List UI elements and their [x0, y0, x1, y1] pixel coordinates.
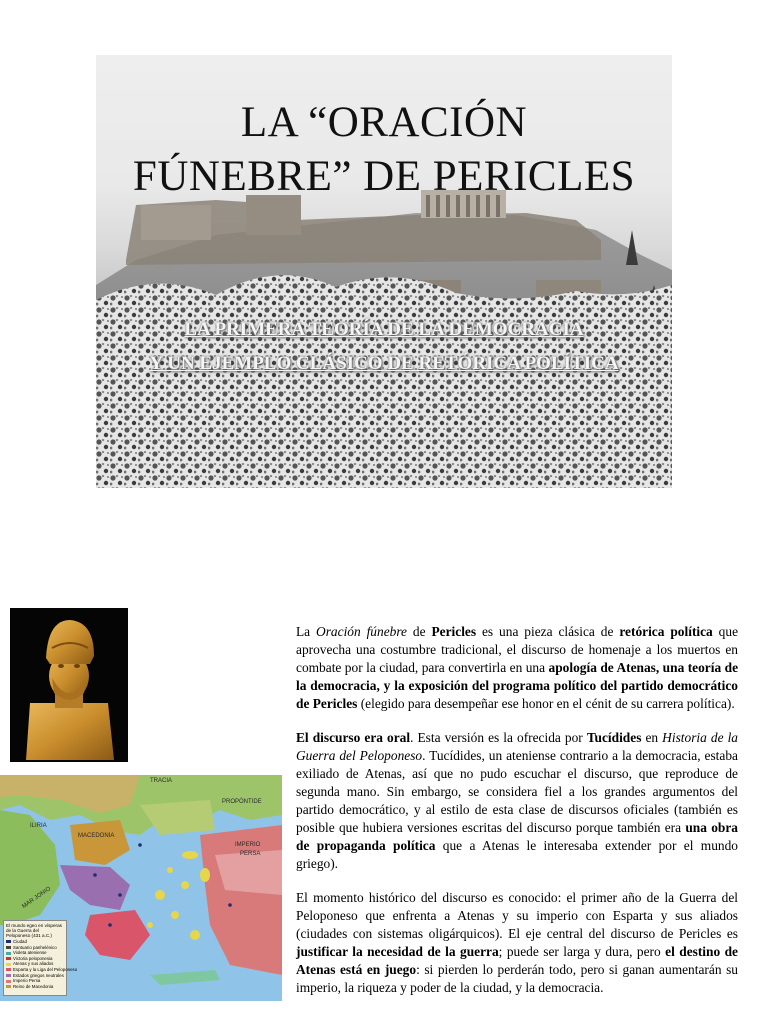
map-legend-swatch: [6, 963, 11, 966]
map-legend-swatch: [6, 952, 11, 955]
map-legend-item: [4, 984, 66, 990]
map-legend-label: Atenas y sus aliados: [13, 961, 54, 967]
italic-text: Oración fúnebre: [316, 624, 407, 639]
bold-text: una obra de propaganda política: [296, 820, 738, 853]
text-run: La: [296, 624, 317, 639]
map-legend-label: Violeta ateniense: [13, 950, 47, 956]
bold-text: el destino de Atenas está en juego: [296, 944, 738, 977]
map-legend-swatch: [6, 940, 11, 943]
subtitle-line-2: Y UN EJEMPLO CLÁSICO DE RETÓRICA POLÍTICA: [149, 353, 619, 374]
cover-photo-acropolis: [96, 55, 672, 488]
pericles-bust-illustration: [10, 608, 128, 762]
paragraph-3: [296, 889, 738, 997]
title-line-2: FÚNEBRE” DE PERICLES: [132, 153, 636, 200]
map-label-imperio: IMPERIO: [235, 842, 261, 848]
map-legend-swatch: [6, 968, 11, 971]
bold-text: justificar la necesidad de la guerra: [296, 944, 499, 959]
bold-text: El discurso era oral: [296, 730, 411, 745]
bold-text: apología de Atenas, una teoría de la democracia, y la exposición del programa político del partido democrático de Pericles: [296, 660, 739, 711]
text-run: El momento histórico del discurso es conocido: el primer año de la Guerra del Peloponeso que enfrenta a Atenas y su imperio con Esparta y sus aliados (ciudades con sistemas oligárquicos). El eje central del discurso de Pericles es: [296, 890, 738, 941]
map-legend-label: Estados griegos neutrales: [13, 972, 64, 978]
map-label-propontide: PROPÓNTIDE: [222, 799, 262, 805]
map-label-macedonia: MACEDONIA: [78, 833, 115, 839]
paragraph-1: [296, 623, 738, 713]
bold-text: Tucídides: [586, 730, 642, 745]
text-run: que aprovecha una costumbre tradicional, el discurso de homenaje a los muertos en combate por la ciudad, para convertirla en una: [296, 624, 739, 675]
bold-text: Pericles: [431, 624, 477, 639]
title-line-1: LA “ORACIÓN: [240, 99, 528, 146]
map-legend-label: Reino de Macedonia: [13, 983, 54, 989]
map-label-tracia: TRACIA: [150, 778, 173, 784]
map-legend-swatch: [6, 946, 11, 949]
map-legend-swatch: [6, 985, 11, 988]
map-legend-label: Esparta y la Liga del Peloponeso: [13, 966, 78, 972]
text-run: que a Atenas le interesaba extender por el mundo griego).: [296, 838, 738, 871]
map-legend: [3, 920, 78, 996]
text-run: es una pieza clásica de: [476, 624, 620, 639]
map-legend-list: [4, 939, 78, 989]
pericles-bust-photo: [10, 608, 128, 762]
map-legend-swatch: [6, 980, 11, 983]
text-run: de: [407, 624, 432, 639]
map-legend-swatch: [6, 957, 11, 960]
text-run: : si pierden lo perderán todo, pero si ganan aumentarán su imperio, la riqueza y poder de la ciudad, y la democracia.: [296, 962, 738, 995]
map-label-iliria: ILIRIA: [30, 823, 47, 829]
text-run: (elegido para desempeñar ese honor en el cénit de su carrera política).: [357, 696, 735, 711]
map-legend-label: Imperio Persa: [13, 978, 41, 984]
map-label-persa: PERSA: [240, 851, 261, 857]
text-run: . Tucídides, un ateniense contrario a la democracia, estaba exiliado de Atenas, así que no pudo escuchar el discurso, que reproduce de segunda mano. Sin embargo, se considera fiel a los grandes argumentos del partido democrático, y al estilo de esta clase de discursos oficiales (también es posible que hubiera versiones escritas del discurso porque también era: [296, 748, 738, 835]
map-legend-title: El mundo egeo en vísperas de la Guerra del Peloponeso (431 a.C.): [6, 923, 62, 938]
map-legend-label: Ciudad: [13, 939, 27, 944]
italic-text: Historia de la Guerra del Peloponeso: [296, 730, 738, 763]
text-run: en: [641, 730, 663, 745]
map-legend-swatch: [6, 974, 11, 977]
map-legend-label: Santuario panhelénico: [13, 944, 57, 950]
map-greece-peloponnesian-war: [0, 775, 282, 1001]
text-run: ; puede ser larga y dura, pero: [498, 944, 666, 959]
article-body: [296, 623, 738, 1013]
bold-text: retórica política: [619, 624, 713, 639]
text-run: . Esta versión es la ofrecida por: [410, 730, 587, 745]
map-label-mar-jonio: MAR JONIO: [21, 885, 53, 911]
paragraph-2: [296, 729, 738, 873]
map-legend-label: Victoria peloponesia: [13, 955, 53, 961]
subtitle-line-1: LA PRIMERA TEORÍA DE LA DEMOCRACIA: [184, 319, 584, 340]
